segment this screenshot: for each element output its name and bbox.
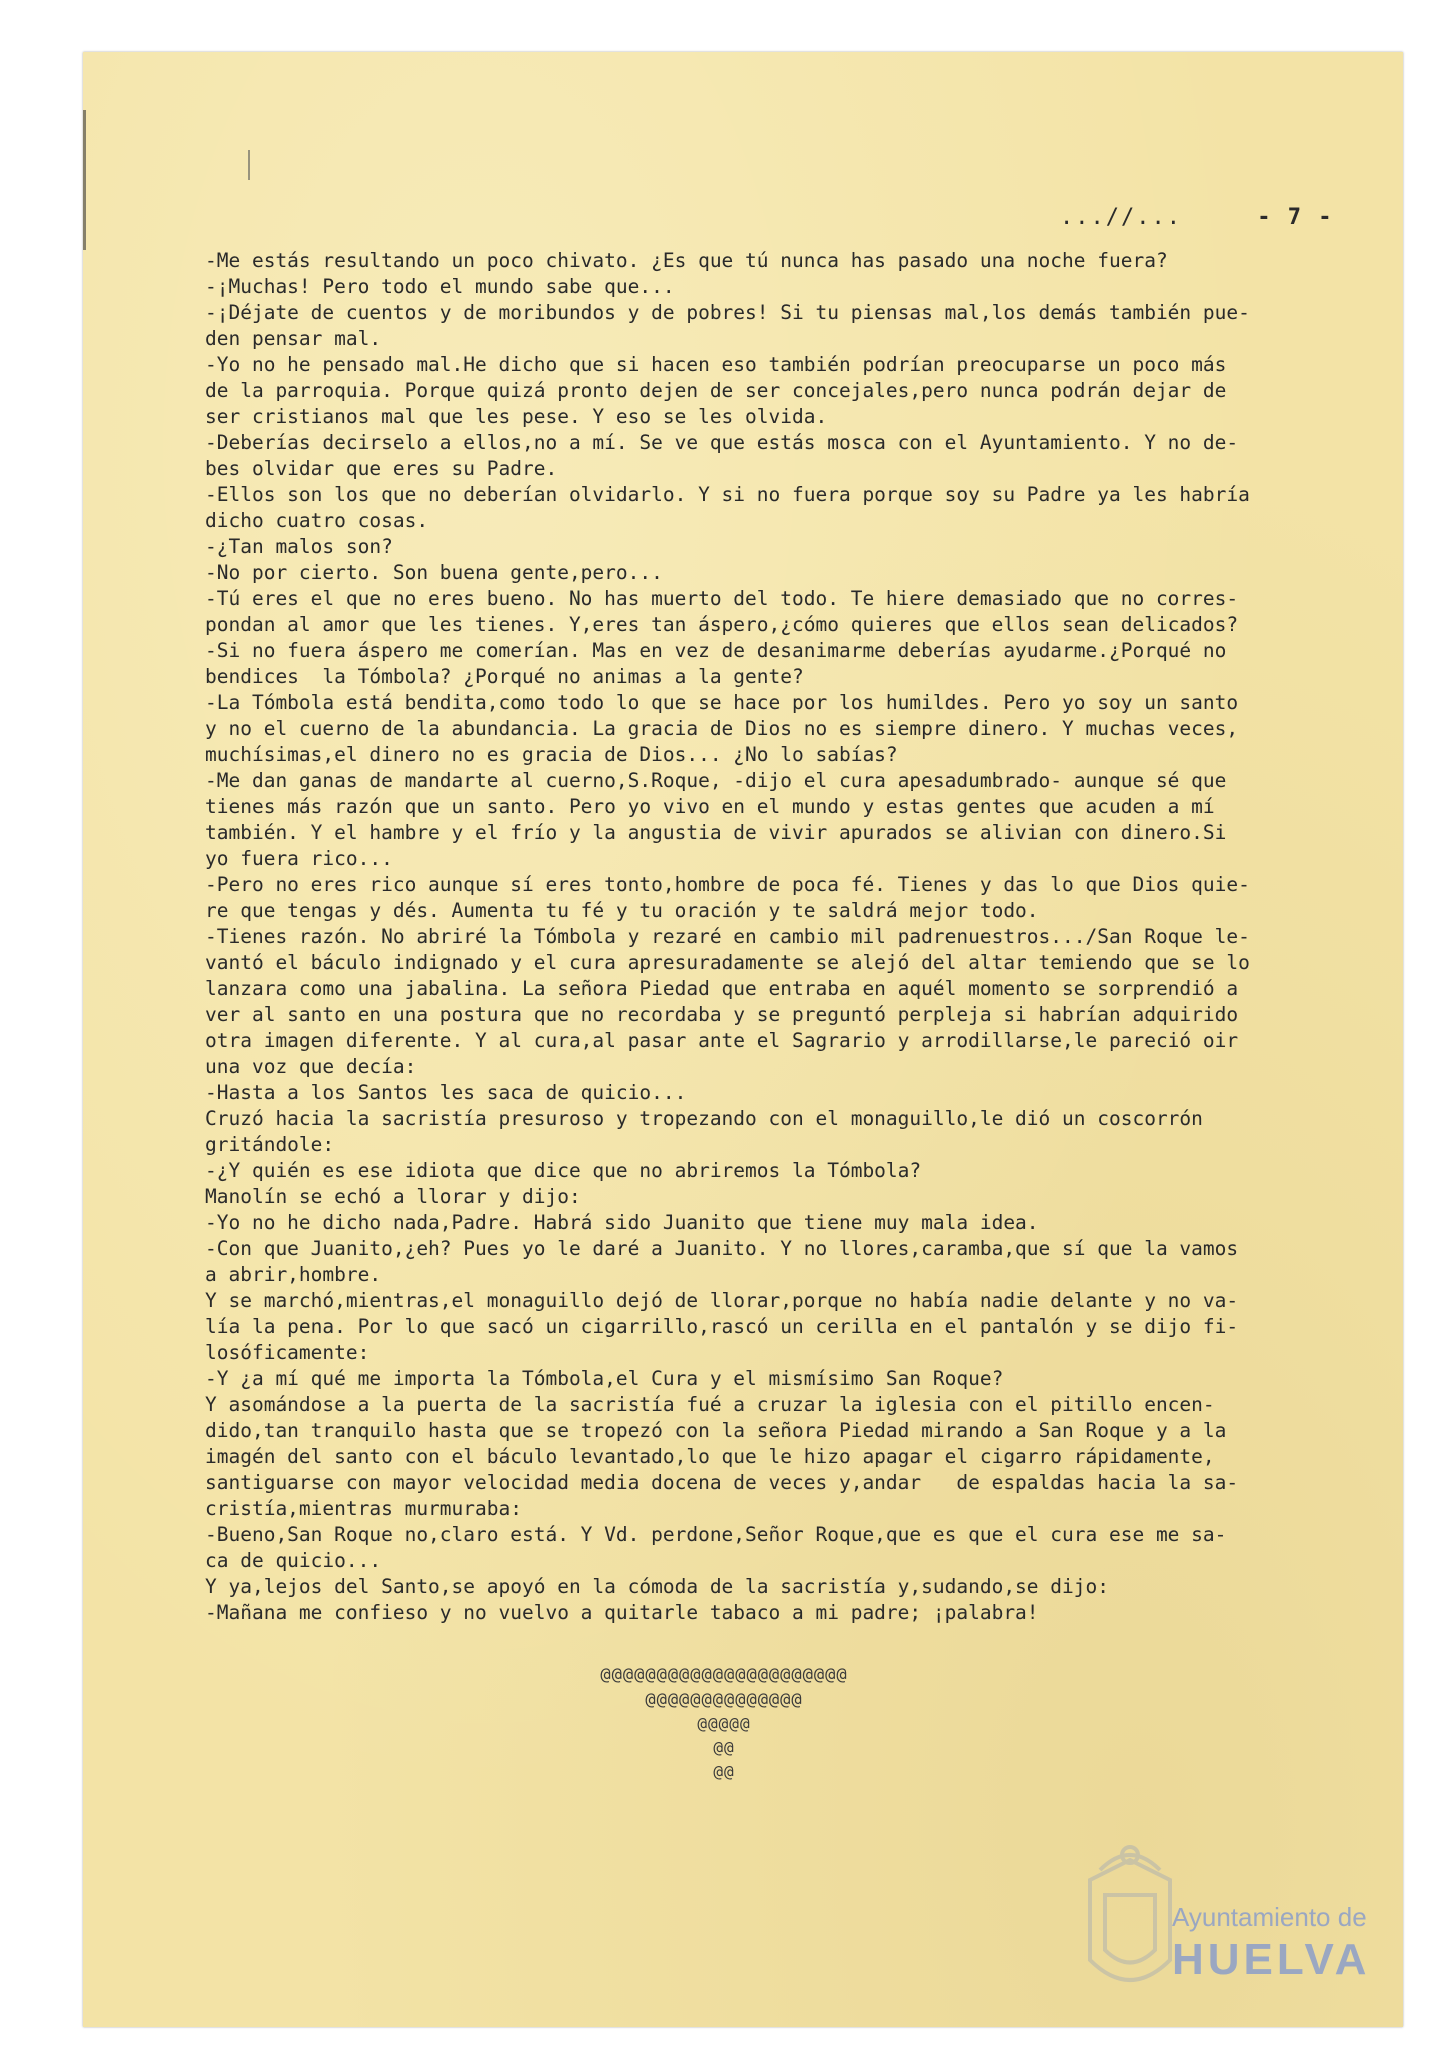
text-line: -¿Y quién es ese idiota que dice que no abriremos la Tómbola? xyxy=(205,1159,922,1182)
text-line: -Hasta a los Santos les saca de quicio... xyxy=(205,1081,687,1104)
ornament-row: @@ xyxy=(713,1762,735,1781)
text-line: re que tengas y dés. Aumenta tu fé y tu oración y te saldrá mejor todo. xyxy=(205,899,1039,922)
ornament-row: @@@@@ xyxy=(697,1714,751,1733)
document-body xyxy=(205,248,1355,1626)
text-line: de la parroquia. Porque quizá pronto dejen de ser concejales,pero nunca podrán dejar de xyxy=(205,379,1227,402)
text-line: cristía,mientras murmuraba: xyxy=(205,1497,522,1520)
text-line: -Bueno,San Roque no,claro está. Y Vd. perdone,Señor Roque,que es que el cura ese me sa- xyxy=(205,1523,1227,1546)
text-line: lía la pena. Por lo que sacó un cigarrillo,rascó un cerilla en el pantalón y se dijo fi- xyxy=(205,1315,1239,1338)
text-line: losóficamente: xyxy=(205,1341,370,1364)
text-line: ser cristianos mal que les pese. Y eso se les olvida. xyxy=(205,405,828,428)
ornament-row: @@@@@@@@@@@@@@ xyxy=(645,1690,803,1710)
text-line: -Y ¿a mí qué me importa la Tómbola,el Cura y el mismísimo San Roque? xyxy=(205,1367,1004,1390)
page-number-value: - 7 - xyxy=(1257,205,1334,230)
text-line: tienes más razón que un santo. Pero yo vivo en el mundo y estas gentes que acuden a mí xyxy=(205,795,1215,818)
text-line: ver al santo en una postura que no recordaba y se preguntó perpleja si habrían adquirido xyxy=(205,1003,1239,1026)
text-line: den pensar mal. xyxy=(205,327,382,350)
text-line: Y se marchó,mientras,el monaguillo dejó de llorar,porque no había nadie delante y no va- xyxy=(205,1289,1239,1312)
margin-tick xyxy=(248,150,250,180)
text-line: -Yo no he pensado mal.He dicho que si hacen eso también podrían preocuparse un poco más xyxy=(205,353,1227,376)
text-line: yo fuera rico... xyxy=(205,847,393,870)
text-line: muchísimas,el dinero no es gracia de Dios... ¿No lo sabías? xyxy=(205,743,898,766)
text-line: -Deberías decirselo a ellos,no a mí. Se ve que estás mosca con el Ayuntamiento. Y no de- xyxy=(205,431,1239,454)
text-line: una voz que decía: xyxy=(205,1055,417,1078)
continuation-mark: ...//... xyxy=(1060,205,1182,230)
text-line: dicho cuatro cosas. xyxy=(205,509,429,532)
text-line: vantó el báculo indignado y el cura apresuradamente se alejó del altar temiendo que se lo xyxy=(205,951,1250,974)
text-line: -Me dan ganas de mandarte al cuerno,S.Roque, -dijo el cura apesadumbrado- aunque sé que xyxy=(205,769,1227,792)
text-line: -Yo no he dicho nada,Padre. Habrá sido Juanito que tiene muy mala idea. xyxy=(205,1211,1039,1234)
text-line: Y asomándose a la puerta de la sacristía fué a cruzar la iglesia con el pitillo encen- xyxy=(205,1393,1215,1416)
text-line: ca de quicio... xyxy=(205,1549,382,1572)
text-line: pondan al amor que les tienes. Y,eres tan áspero,¿cómo quieres que ellos sean delicados? xyxy=(205,613,1239,636)
text-line: dido,tan tranquilo hasta que se tropezó con la señora Piedad mirando a San Roque y a la xyxy=(205,1419,1227,1442)
text-line: bes olvidar que eres su Padre. xyxy=(205,457,558,480)
text-line: -¡Muchas! Pero todo el mundo sabe que... xyxy=(205,275,675,298)
text-line: -Si no fuera áspero me comerían. Mas en vez de desanimarme deberías ayudarme.¿Porqué no xyxy=(205,639,1227,662)
text-line: a abrir,hombre. xyxy=(205,1263,382,1286)
text-line: Cruzó hacia la sacristía presuroso y tropezando con el monaguillo,le dió un coscorrón xyxy=(205,1107,1203,1130)
text-line: -¡Déjate de cuentos y de moribundos y de pobres! Si tu piensas mal,los demás también pue- xyxy=(205,301,1250,324)
text-line: santiguarse con mayor velocidad media docena de veces y,andar de espaldas hacia la sa- xyxy=(205,1471,1239,1494)
watermark-line1: Ayuntamiento de xyxy=(1172,1902,1367,1932)
text-line: -Pero no eres rico aunque sí eres tonto,hombre de poca fé. Tienes y das lo que Dios quie- xyxy=(205,873,1250,896)
binding-mark xyxy=(83,110,86,250)
text-line: bendices la Tómbola? ¿Porqué no animas a la gente? xyxy=(205,665,804,688)
text-line: Manolín se echó a llorar y dijo: xyxy=(205,1185,581,1208)
text-line: -Mañana me confieso y no vuelvo a quitarle tabaco a mi padre; ¡palabra! xyxy=(205,1601,1039,1624)
text-line: -La Tómbola está bendita,como todo lo que se hace por los humildes. Pero yo soy un santo xyxy=(205,691,1239,714)
text-line: -Con que Juanito,¿eh? Pues yo le daré a Juanito. Y no llores,caramba,que sí que la vamos xyxy=(205,1237,1239,1260)
text-line: y no el cuerno de la abundancia. La gracia de Dios no es siempre dinero. Y muchas veces, xyxy=(205,717,1239,740)
text-line: -Me estás resultando un poco chivato. ¿Es que tú nunca has pasado una noche fuera? xyxy=(205,249,1168,272)
page-number xyxy=(1060,205,1333,230)
text-line: otra imagen diferente. Y al cura,al pasar ante el Sagrario y arrodillarse,le pareció oir xyxy=(205,1029,1239,1052)
ornament-row: @@ xyxy=(713,1738,735,1757)
text-line: gritándole: xyxy=(205,1133,335,1156)
ornament-row: @@@@@@@@@@@@@@@@@@@@@@ xyxy=(600,1665,848,1685)
text-line: Y ya,lejos del Santo,se apoyó en la cómoda de la sacristía y,sudando,se dijo: xyxy=(205,1575,1109,1598)
text-line: imagén del santo con el báculo levantado,lo que le hizo apagar el cigarro rápidamente, xyxy=(205,1445,1215,1468)
text-line: -Tienes razón. No abriré la Tómbola y rezaré en cambio mil padrenuestros.../San Roque le- xyxy=(205,925,1250,948)
text-line: -No por cierto. Son buena gente,pero... xyxy=(205,561,663,584)
text-line: -Ellos son los que no deberían olvidarlo. Y si no fuera porque soy su Padre ya les habría xyxy=(205,483,1250,506)
text-line: -¿Tan malos son? xyxy=(205,535,393,558)
text-line: -Tú eres el que no eres bueno. No has muerto del todo. Te hiere demasiado que no corres- xyxy=(205,587,1239,610)
watermark-line2: HUELVA xyxy=(1172,1935,1371,1984)
text-line: también. Y el hambre y el frío y la angustia de vivir apurados se alivian con dinero.Si xyxy=(205,821,1227,844)
text-line: lanzara como una jabalina. La señora Piedad que entraba en aquél momento se sorprendió a xyxy=(205,977,1239,1000)
